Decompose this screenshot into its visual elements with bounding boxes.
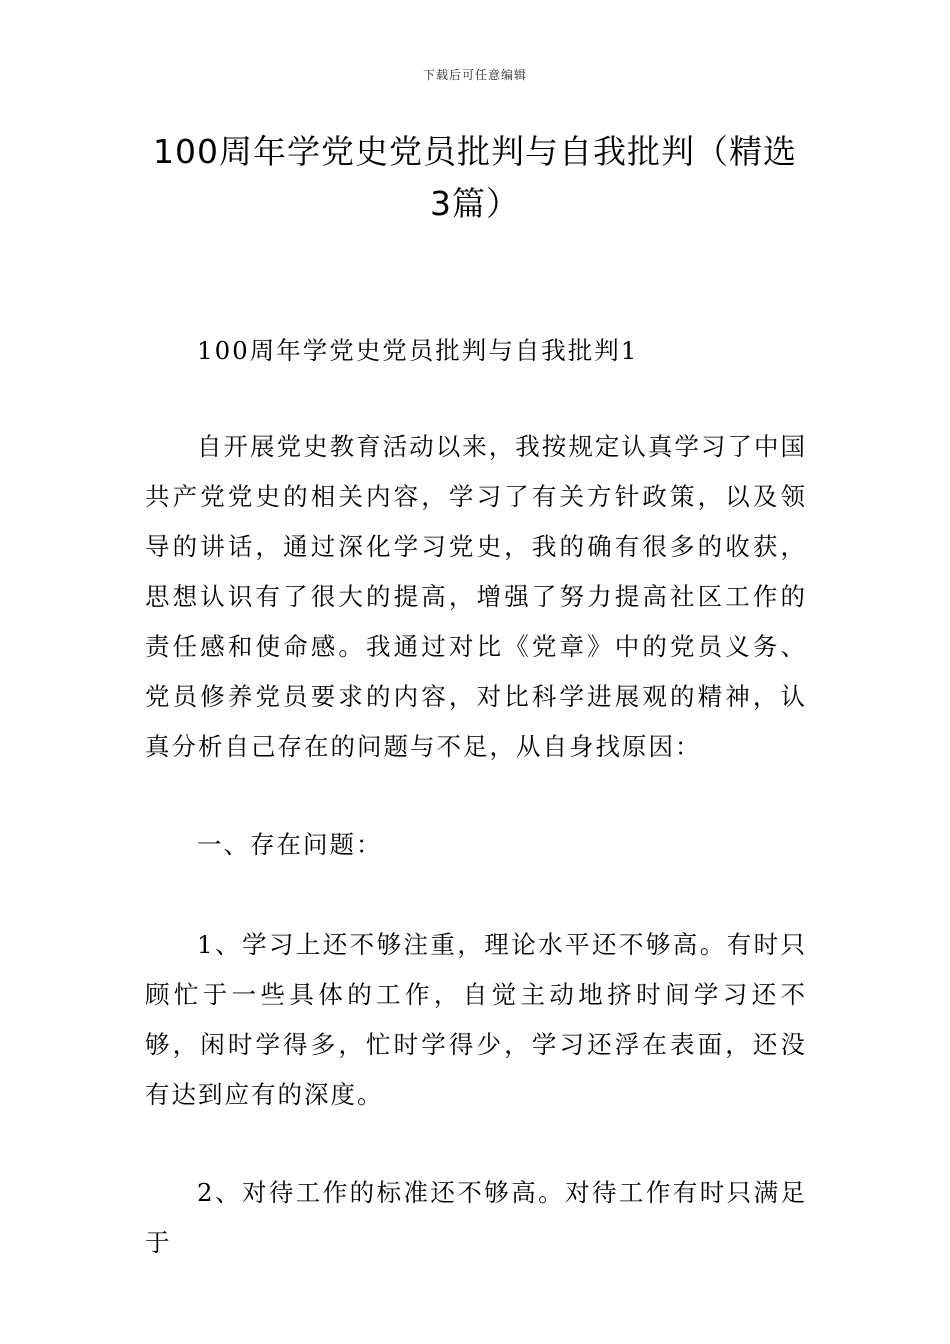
document-title: 100周年学党史党员批判与自我批判（精选3篇） bbox=[153, 132, 797, 223]
header-note: 下载后可任意编辑 bbox=[422, 68, 527, 82]
section-heading: 一、存在问题： bbox=[197, 830, 383, 859]
problem-item-1: 1、学习上还不够注重，理论水平还不够高。有时只顾忙于一些具体的工作，自觉主动地挤时间学习还不够，闲时学得多，忙时学得少，学习还浮在表面，还没有达到应有的深度。 bbox=[145, 930, 807, 1109]
intro-paragraph: 自开展党史教育活动以来，我按规定认真学习了中国共产党党史的相关内容，学习了有关方针政策，以及领导的讲话，通过深化学习党史，我的确有很多的收获，思想认识有了很大的提高，增强了努力提高社区工作的责任感和使命感。我通过对比《党章》中的党员义务、党员修养党员要求的内容，对比科学进展观的精神，认真分析自己存在的问题与不足，从自身找原因： bbox=[145, 432, 807, 761]
section-subtitle: 100周年学党史党员批判与自我批判1 bbox=[197, 336, 639, 365]
problem-item-2: 2、对待工作的标准还不够高。对待工作有时只满足于 bbox=[145, 1178, 807, 1257]
